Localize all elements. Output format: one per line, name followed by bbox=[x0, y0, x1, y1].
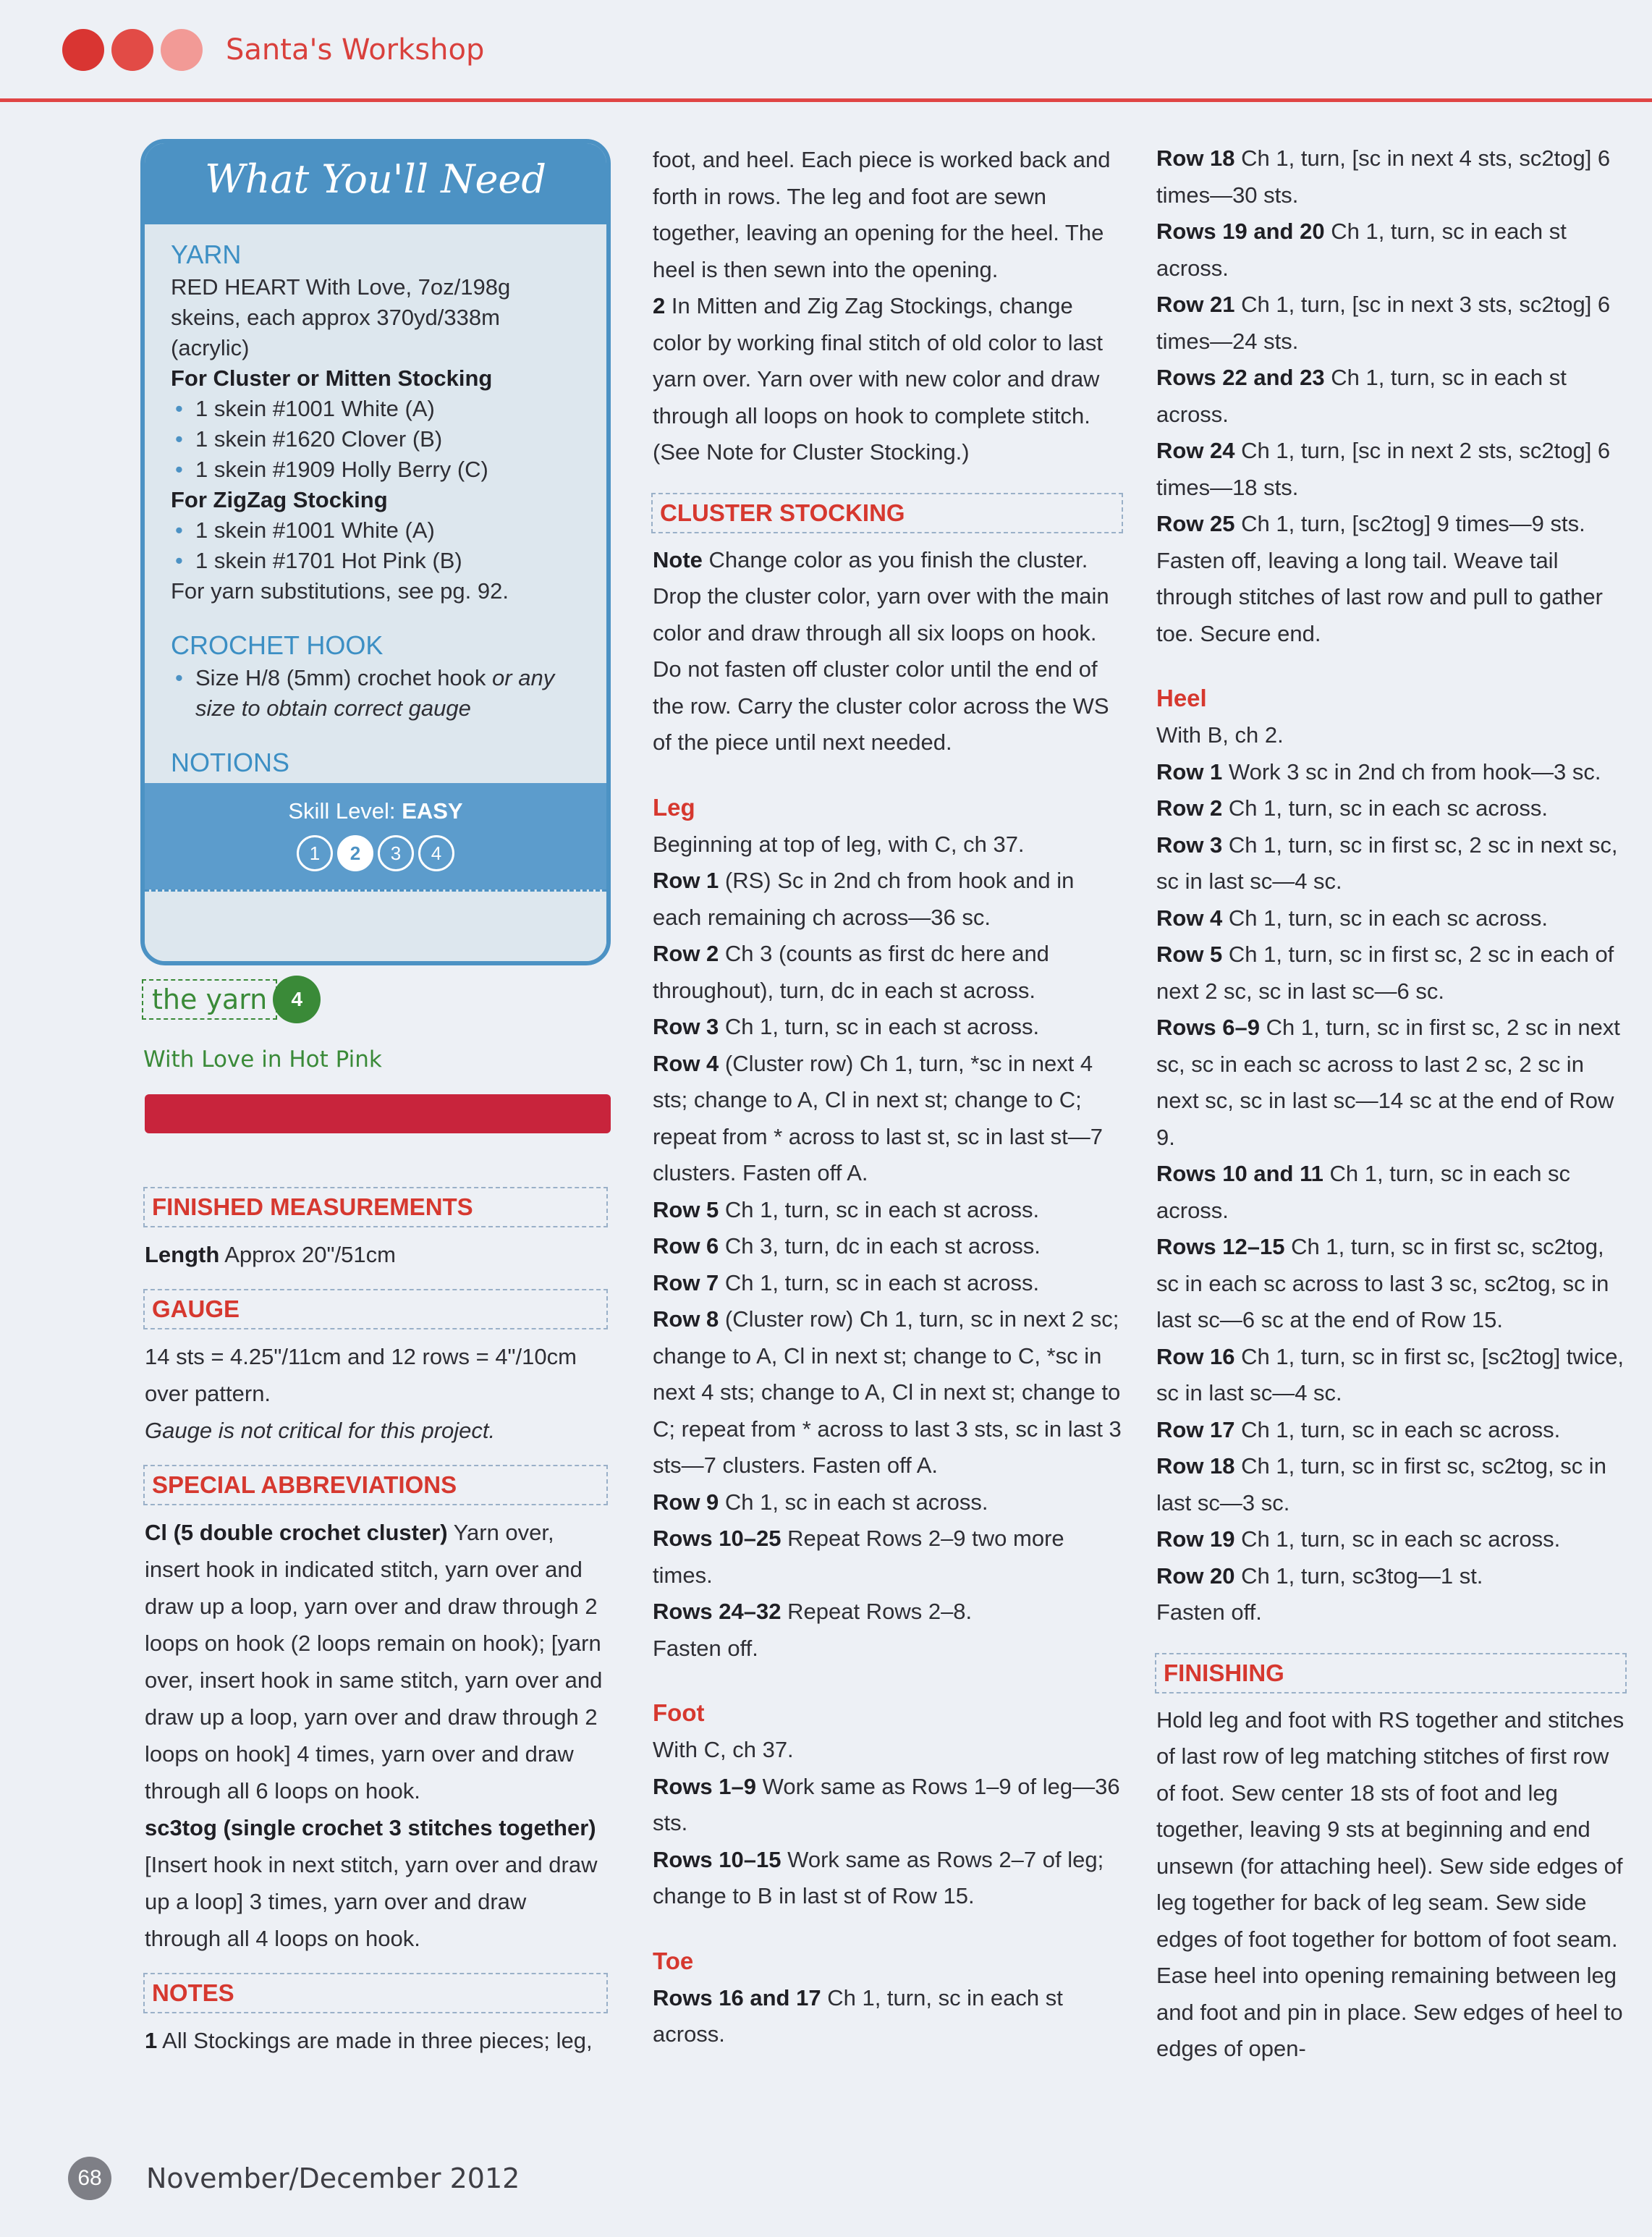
leg-row: Row 9 Ch 1, sc in each st across. bbox=[653, 1489, 988, 1515]
leg-intro: Beginning at top of leg, with C, ch 37. bbox=[653, 831, 1025, 857]
leg-row: Row 6 Ch 3, turn, dc in each st across. bbox=[653, 1233, 1041, 1259]
leg-row: Row 7 Ch 1, turn, sc in each st across. bbox=[653, 1269, 1040, 1295]
leg-row: Row 1 (RS) Sc in 2nd ch from hook and in each remaining ch across—36 sc. bbox=[653, 868, 1075, 930]
foot-heading: Foot bbox=[653, 1699, 705, 1726]
heel-row: Row 16 Ch 1, turn, sc in first sc, [sc2tog] twice, sc in last sc—4 sc. bbox=[1156, 1343, 1625, 1405]
column-1-lower bbox=[145, 1187, 608, 2059]
leg-row: Row 2 Ch 3 (counts as first dc here and throughout), turn, dc in each st across. bbox=[653, 941, 1049, 1003]
heel-heading: Heel bbox=[1156, 685, 1207, 711]
skill-level-circles bbox=[145, 835, 606, 871]
foot-row: Rows 10–15 Work same as Rows 2–7 of leg; change to B in last st of Row 15. bbox=[653, 1846, 1104, 1908]
toe-row: Row 24 Ch 1, turn, [sc in next 2 sts, sc2tog] 6 times—18 sts. bbox=[1156, 438, 1611, 500]
heel-row: Row 4 Ch 1, turn, sc in each sc across. bbox=[1156, 905, 1548, 931]
notes-heading: NOTES bbox=[143, 1973, 608, 2013]
zigzag-yarn-item: • 1 skein #1701 Hot Pink (B) bbox=[171, 546, 582, 576]
leg-row: Row 8 (Cluster row) Ch 1, turn, sc in next 2 sc; change to A, Cl in next st; change to C, *sc in next 4 sts; change to A, Cl in next st; change to C; repeat from * across to last 3 sts, sc in last 3 sts—7 clusters. Fasten off A. bbox=[653, 1306, 1122, 1478]
toe-row: Row 21 Ch 1, turn, [sc in next 3 sts, sc2tog] 6 times—24 sts. bbox=[1156, 292, 1611, 354]
heel-row: Row 2 Ch 1, turn, sc in each sc across. bbox=[1156, 795, 1548, 821]
heel-row: Row 18 Ch 1, turn, sc in first sc, sc2tog, sc in last sc—3 sc. bbox=[1156, 1453, 1606, 1515]
yarn-caption: With Love in Hot Pink bbox=[143, 1046, 382, 1073]
toe-end: Fasten off, leaving a long tail. Weave tail through stitches of last row and pull to gather toe. Secure end. bbox=[1156, 547, 1603, 646]
header-dot-2 bbox=[111, 29, 153, 71]
skill-circle: 4 bbox=[418, 835, 454, 871]
heel-row: Rows 6–9 Ch 1, turn, sc in first sc, 2 sc in next sc, sc in each sc across to last 2 sc, 2 sc in next sc, sc in last sc—14 sc at the end of Row 9. bbox=[1156, 1015, 1620, 1150]
cluster-stocking-heading: CLUSTER STOCKING bbox=[651, 493, 1123, 533]
yarn-brand: RED HEART With Love, 7oz/198g skeins, each approx 370yd/338m (acrylic) bbox=[171, 274, 511, 360]
zigzag-heading: For ZigZag Stocking bbox=[171, 487, 388, 512]
toe-row: Rows 16 and 17 Ch 1, turn, sc in each st across. bbox=[653, 1984, 1063, 2047]
page-footer bbox=[68, 2157, 520, 2200]
heel-row: Row 5 Ch 1, turn, sc in first sc, 2 sc in each of next 2 sc, sc in last sc—6 sc. bbox=[1156, 942, 1614, 1004]
gauge-note: Gauge is not critical for this project. bbox=[145, 1418, 496, 1443]
leg-row: Row 3 Ch 1, turn, sc in each st across. bbox=[653, 1014, 1040, 1039]
cluster-mitten-heading: For Cluster or Mitten Stocking bbox=[171, 365, 493, 391]
note-1-continued: foot, and heel. Each piece is worked back and forth in rows. The leg and foot are sewn together, leaving an opening for the heel. The heel is then sewn into the opening. bbox=[653, 147, 1111, 282]
heel-row: Rows 12–15 Ch 1, turn, sc in first sc, sc2tog, sc in each sc across to last 3 sc, sc2tog, sc in last sc—6 sc at the end of Row 15. bbox=[1156, 1234, 1609, 1332]
toe-row: Rows 19 and 20 Ch 1, turn, sc in each st across. bbox=[1156, 219, 1567, 281]
leg-heading: Leg bbox=[653, 793, 695, 821]
hook-heading: CROCHET HOOK bbox=[171, 630, 384, 660]
zigzag-yarn-item: • 1 skein #1001 White (A) bbox=[171, 515, 582, 546]
gauge-heading: GAUGE bbox=[143, 1289, 608, 1329]
yarn-weight-icon: 4 bbox=[273, 976, 321, 1023]
yarn-tag bbox=[142, 976, 321, 1023]
heel-end: Fasten off. bbox=[1156, 1599, 1262, 1625]
page-number: 68 bbox=[68, 2157, 111, 2200]
yarn-heading: YARN bbox=[171, 240, 242, 269]
notions-heading: NOTIONS bbox=[171, 748, 290, 777]
skill-circle: 3 bbox=[378, 835, 414, 871]
heel-row: Row 17 Ch 1, turn, sc in each sc across. bbox=[1156, 1416, 1561, 1442]
heel-row: Row 19 Ch 1, turn, sc in each sc across. bbox=[1156, 1526, 1561, 1552]
heel-row: Rows 10 and 11 Ch 1, turn, sc in each sc across. bbox=[1156, 1161, 1571, 1223]
skill-level-label: Skill Level: EASY bbox=[288, 798, 463, 824]
finishing-text: Hold leg and foot with RS together and stitches of last row of leg matching stitches of first row of foot. Sew center 18 sts of foot and leg together, leaving 9 sts at beginning and end unsewn (for attaching heel). Sew side edges of leg together for back of leg seam. Sew side edges of foot together for bottom of foot seam. Ease heel into opening remaining between leg and foot and pin in place. Sew edges of heel to edges of open- bbox=[1156, 1707, 1625, 2061]
substitutions-note: For yarn substitutions, see pg. 92. bbox=[171, 578, 509, 604]
heel-intro: With B, ch 2. bbox=[1156, 722, 1284, 748]
hook-item: • Size H/8 (5mm) crochet hook or any size to obtain correct gauge bbox=[171, 663, 582, 724]
heel-row: Row 1 Work 3 sc in 2nd ch from hook—3 sc. bbox=[1156, 758, 1601, 785]
finished-length: Length Approx 20"/51cm bbox=[145, 1242, 396, 1267]
gauge-text: 14 sts = 4.25"/11cm and 12 rows = 4"/10cm over pattern. bbox=[145, 1344, 577, 1406]
leg-row: Row 4 (Cluster row) Ch 1, turn, *sc in next 4 sts; change to A, Cl in next st; change to C; repeat from * across to last st, sc in last st—7 clusters. Fasten off A. bbox=[653, 1050, 1103, 1185]
need-title: What You'll Need bbox=[145, 143, 606, 224]
skill-level-band bbox=[145, 783, 606, 892]
toe-row: Rows 22 and 23 Ch 1, turn, sc in each st across. bbox=[1156, 365, 1567, 427]
leg-row: Rows 10–25 Repeat Rows 2–9 two more times. bbox=[653, 1526, 1064, 1588]
header-dot-3 bbox=[161, 29, 203, 71]
foot-row: Rows 1–9 Work same as Rows 1–9 of leg—36 sts. bbox=[653, 1773, 1120, 1835]
column-3 bbox=[1156, 140, 1627, 2068]
cluster-yarn-item: • 1 skein #1909 Holly Berry (C) bbox=[171, 454, 582, 485]
abbreviations-heading: SPECIAL ABBREVIATIONS bbox=[143, 1465, 608, 1505]
note-2: 2 In Mitten and Zig Zag Stockings, change color by working final stitch of old color to last yarn over. Yarn over with new color and draw through all loops on hook to complete stitch. (See Note for Cluster Stocking.) bbox=[653, 293, 1103, 465]
leg-end: Fasten off. bbox=[653, 1635, 758, 1661]
leg-row: Row 5 Ch 1, turn, sc in each st across. bbox=[653, 1196, 1040, 1222]
header-rule bbox=[0, 98, 1652, 102]
finished-measurements-heading: FINISHED MEASUREMENTS bbox=[143, 1187, 608, 1227]
column-2 bbox=[653, 142, 1123, 2053]
issue-date: November/December 2012 bbox=[146, 2162, 520, 2194]
yarn-tag-label: the yarn bbox=[142, 979, 277, 1020]
toe-row: Row 25 Ch 1, turn, [sc2tog] 9 times—9 sts. bbox=[1156, 511, 1585, 536]
abbrev-sc3tog: sc3tog (single crochet 3 stitches together) [Insert hook in next stitch, yarn over and draw up a loop] 3 times, yarn over and draw through all 4 loops on hook. bbox=[145, 1815, 598, 1951]
abbrev-cl: Cl (5 double crochet cluster) Yarn over, insert hook in indicated stitch, yarn over and draw up a loop, yarn over and draw through 2 loops on hook (2 loops remain on hook); [yarn over, insert hook in same stitch, yarn over and draw up a loop, yarn over and draw through 2 loops on hook] 4 times, yarn over and draw through all 6 loops on hook. bbox=[145, 1520, 603, 1803]
toe-heading: Toe bbox=[653, 1947, 694, 1974]
cluster-yarn-item: • 1 skein #1001 White (A) bbox=[171, 394, 582, 424]
toe-row: Row 18 Ch 1, turn, [sc in next 4 sts, sc2tog] 6 times—30 sts. bbox=[1156, 145, 1611, 208]
stitched-edge bbox=[145, 889, 606, 961]
skill-circle-selected: 2 bbox=[337, 835, 373, 871]
finishing-heading: FINISHING bbox=[1155, 1653, 1627, 1693]
leg-row: Rows 24–32 Repeat Rows 2–8. bbox=[653, 1599, 973, 1624]
cluster-yarn-item: • 1 skein #1620 Clover (B) bbox=[171, 424, 582, 454]
cluster-note: Note Change color as you finish the cluster. Drop the cluster color, yarn over with the main color and draw through all six loops on hook. Do not fasten off cluster color until the end of the row. Carry the cluster color across the WS of the piece until next needed. bbox=[653, 546, 1109, 755]
yarn-swatch bbox=[145, 1094, 611, 1133]
section-title: Santa's Workshop bbox=[226, 33, 485, 67]
what-youll-need-box bbox=[140, 139, 611, 965]
header-dot-1 bbox=[62, 29, 104, 71]
note-1-start: 1 All Stockings are made in three pieces; leg, bbox=[145, 2028, 593, 2053]
foot-intro: With C, ch 37. bbox=[653, 1737, 794, 1762]
heel-row: Row 3 Ch 1, turn, sc in first sc, 2 sc in next sc, sc in last sc—4 sc. bbox=[1156, 832, 1618, 894]
skill-circle: 1 bbox=[297, 835, 333, 871]
heel-row: Row 20 Ch 1, turn, sc3tog—1 st. bbox=[1156, 1562, 1483, 1589]
page-header bbox=[62, 25, 484, 75]
